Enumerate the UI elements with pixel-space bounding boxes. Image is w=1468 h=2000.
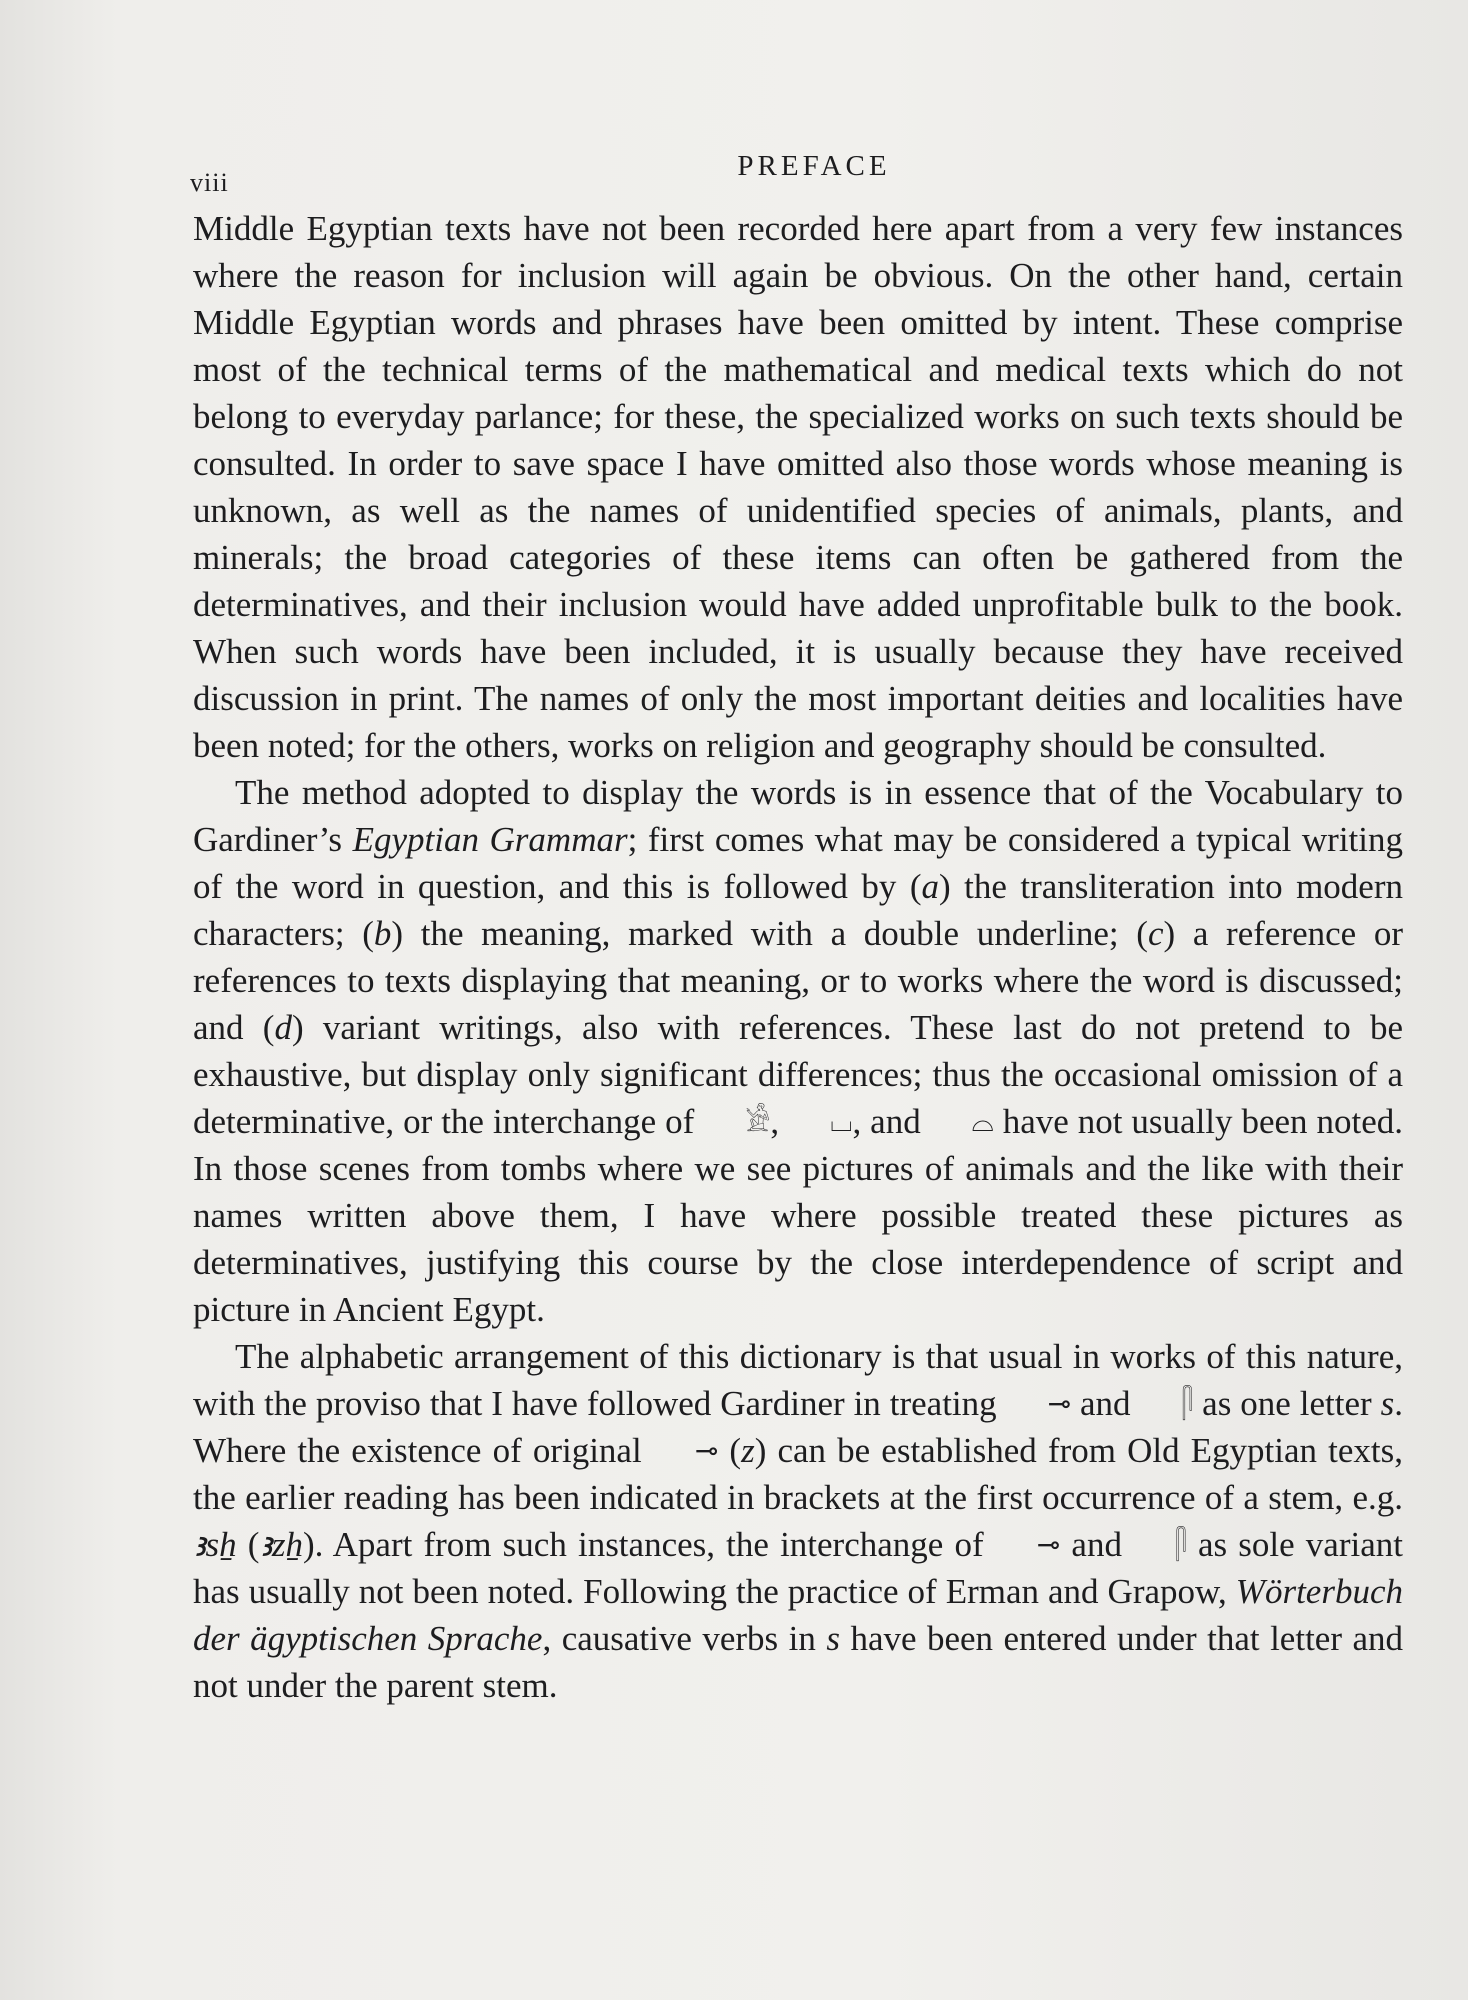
bread-loaf-hieroglyph-icon: ⌓ <box>971 1105 994 1138</box>
text-span: , causative verbs in <box>542 1619 827 1658</box>
door-bolt-hieroglyph-icon: ⊸ <box>1036 1528 1061 1561</box>
text-span: The alphabetic arrangement of this dictionary is that usual in works of this nature, with the proviso that I have followed Gardiner in treating <box>193 1337 1403 1423</box>
letter-s: s <box>1380 1384 1395 1423</box>
transliteration-example: ꜣsẖ <box>193 1525 237 1564</box>
text-span: ( <box>236 1525 260 1564</box>
text-span: have not usually been noted. In those scenes from tombs where we see pictures of animals and the like with their names written above them, I have where possible treated these pictures as determinatives, justifying this course by the close interdependence of script and picture in Ancient Egypt. <box>193 1102 1403 1329</box>
seated-man-hieroglyph-icon: 𓀀 <box>745 1105 771 1138</box>
text-span: ) the transliteration into modern characters; ( <box>193 867 1403 953</box>
paragraph-3 <box>193 1333 1403 1709</box>
text-span: and <box>1060 1525 1134 1564</box>
text-span: have been entered under that letter and not under the parent stem. <box>193 1619 1403 1705</box>
book-title-egyptian-grammar: Egyptian Grammar <box>352 820 628 859</box>
text-span: ) a reference or references to texts displaying that meaning, or to works where the word is discussed; and ( <box>193 914 1404 1047</box>
text-span: . Where the existence of original <box>193 1384 1403 1470</box>
text-span: ; first comes what may be considered a typical writing of the word in question, and this is followed by ( <box>193 820 1403 906</box>
letter-s: s <box>826 1619 840 1658</box>
basket-hieroglyph-icon: ⌴ <box>830 1105 853 1138</box>
door-bolt-hieroglyph-icon: ⊸ <box>694 1434 719 1467</box>
folded-cloth-hieroglyph-icon: 𓋴 <box>1175 1528 1187 1561</box>
enum-a: a <box>921 867 940 906</box>
folded-cloth-hieroglyph-icon: 𓋴 <box>1181 1387 1194 1420</box>
body-text <box>193 205 1403 1709</box>
running-head: PREFACE <box>737 150 891 182</box>
enum-c: c <box>1147 914 1164 953</box>
enum-d: d <box>274 1008 292 1047</box>
enum-b: b <box>373 914 392 953</box>
text-span: as one letter <box>1193 1384 1381 1423</box>
page-number: viii <box>190 168 229 197</box>
text-span: , and <box>852 1102 930 1141</box>
paragraph-1-text: Middle Egyptian texts have not been recorded here apart from a very few instances where the reason for inclusion will again be obvious. On the other hand, certain Middle Egyptian words and phrases have been omitted by intent. These comprise most of the technical terms of the mathematical and medical texts which do not belong to everyday parlance; for these, the specialized works on such texts should be consulted. In order to save space I have omitted also those words whose meaning is unknown, as well as the names of unidentified species of animals, plants, and minerals; the broad categories of these items can often be gathered from the determinatives, and their inclusion would have added unprofitable bulk to the book. When such words have been included, it is usually because they have received discussion in print. The names of only the most important deities and localities have been noted; for the others, works on religion and geography should be consulted. <box>193 209 1403 765</box>
paragraph-1 <box>193 205 1403 769</box>
text-span: The method adopted to display the words is in essence that of the Vocabulary to Gardiner’s <box>193 773 1403 859</box>
book-title-worterbuch: Wörterbuch der ägyptischen Sprache <box>193 1572 1403 1658</box>
text-span: and <box>1071 1384 1140 1423</box>
text-span: as sole variant has usually not been noted. Following the practice of Erman and Grapow, <box>193 1525 1403 1611</box>
text-span: ( <box>718 1431 742 1470</box>
transliteration-example: ꜣzẖ <box>259 1525 303 1564</box>
paragraph-2 <box>193 769 1403 1333</box>
text-span: ) the meaning, marked with a double underline; ( <box>391 914 1148 953</box>
text-span: , <box>770 1102 789 1141</box>
text-span: ). Apart from such instances, the interchange of <box>303 1525 995 1564</box>
door-bolt-hieroglyph-icon: ⊸ <box>1047 1387 1072 1420</box>
text-span: ) can be established from Old Egyptian texts, the earlier reading has been indicated in brackets at the first occurrence of a stem, e.g. <box>193 1431 1404 1517</box>
letter-z: z <box>741 1431 755 1470</box>
text-span: ) variant writings, also with references. These last do not pretend to be exhaustive, but display only significant differences; thus the occasional omission of a determinative, or the interchange of <box>193 1008 1403 1141</box>
